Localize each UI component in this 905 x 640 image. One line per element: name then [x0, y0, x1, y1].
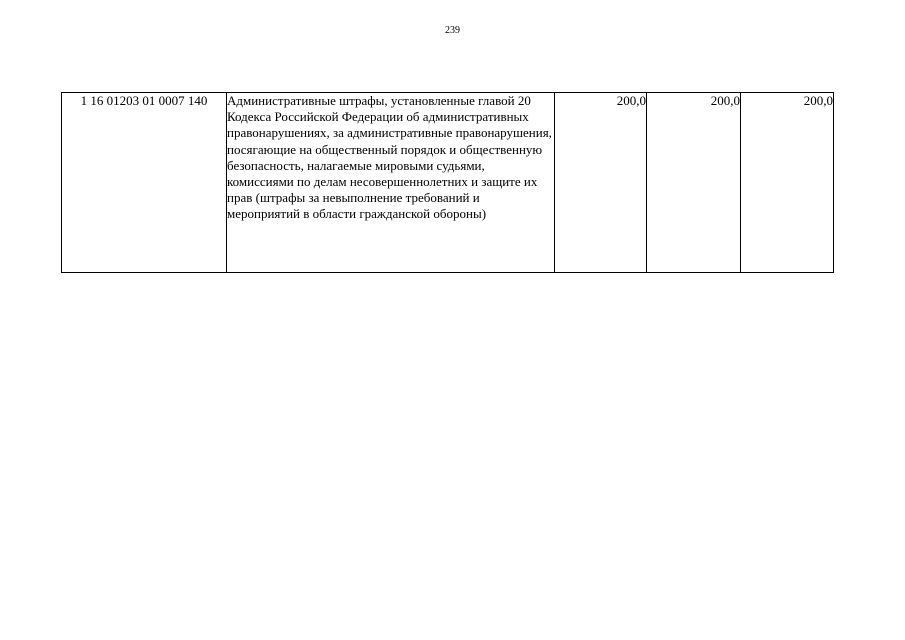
- amount-year-2: 200,0: [647, 93, 741, 273]
- amount-year-1: 200,0: [555, 93, 647, 273]
- budget-table: [61, 92, 834, 273]
- page-number: 239: [445, 25, 460, 36]
- budget-classification-code: 1 16 01203 01 0007 140: [62, 93, 227, 273]
- revenue-description: Административные штрафы, установленные главой 20 Кодекса Российской Федерации об административных правонарушениях, за административные правонарушения, посягающие на общественный порядок и общественную безопасность, налагаемые мировыми судьями, комиссиями по делам несовершеннолетних и защите их прав (штрафы за невыполнение требований и мероприятий в области гражданской обороны): [227, 93, 555, 273]
- amount-year-3: 200,0: [741, 93, 834, 273]
- table-row: [62, 93, 834, 273]
